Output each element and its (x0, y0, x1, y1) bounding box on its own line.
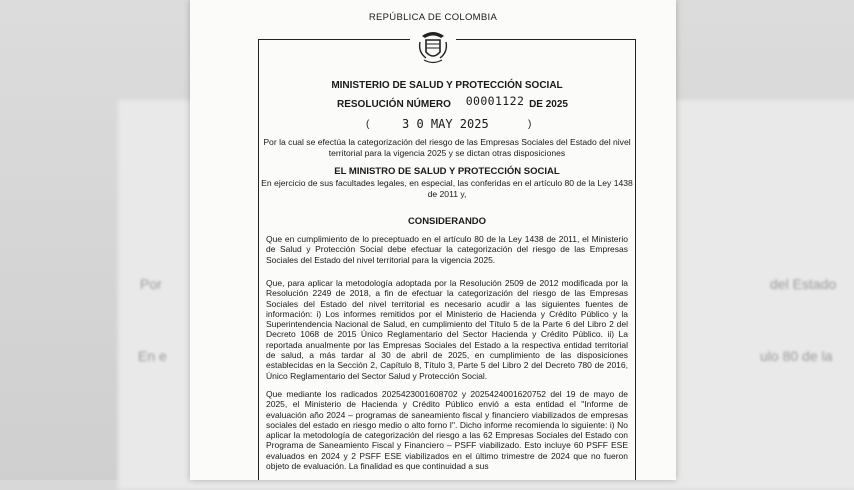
paragraph: Que en cumplimiento de lo preceptuado en el artículo 80 de la Ley 1438 de 2011, el Ministerio de Salud y Protección Social debe efectuar la categorización del riesgo de las Empresas Sociales del Estado del nivel territorial para la vigencia 2025. (266, 234, 628, 265)
document-page: REPÚBLICA DE COLOMBIA MINISTERIO DE SALUD Y PROTECCIÓN SOCIAL RESOLUCIÓN NÚMERO 00001122 DE 2025 ( 3 0 MAY 2025 ) Por la cual se efectúa la categorización del riesgo de las Empresas Sociales del Estado del nivel territorial para la vigencia 2025 y se dictan otras disposiciones EL MINISTRO DE SALUD Y PROTECCIÓN SOCIAL En ejercicio de sus facultades legales, en especial, las conferidas en el artículo 80 de la Ley 1438 de 2011 y, CONSIDERANDO Que en cumplimiento de lo preceptuado en el artículo 80 de la Ley 1438 de 2011, el Ministerio de Salud y Protección Social debe efectuar la categorización del riesgo de las Empresas Sociales del Estado del nivel territorial para la vigencia 2025. Que, para aplicar la metodología adoptada por la Resolución 2509 de 2012 modificada por la Resolución 2249 de 2018, a fin de efectuar la categorización del riesgo de las Empresas Sociales del Estado del nivel territorial es necesario acudir a las siguientes fuentes de información: i) Los informes remitidos por el Ministerio de Hacienda y Crédito Público y la Superintendencia Nacional de Salud, en cumplimiento del Título 5 de la Parte 6 del Libro 2 del Decreto 1068 de 2015 Único Reglamentario del Sector Hacienda y Crédito Público. ii) La reportada anualmente por las Empresas Sociales del Estado a la respectiva entidad territorial de salud, a más tardar al 30 de abril de 2025, en cumplimiento de las disposiciones establecidas en la Sección 2, Capítulo 8, Título 3, Parte 5 del Libro 2 del Decreto 780 de 2016, Único Reglamentario del Sector Salud y Protección Social. Que mediante los radicados 2025423001608702 y 2025424001620752 del 19 de mayo de 2025, el Ministerio de Hacienda y Crédito Público envió a esta entidad el "Informe de evaluación año 2024 – programas de saneamiento fiscal y financiero viabilizados de empresas sociales del estado en riesgo medio o alto forno I". Dicho informe recomienda lo siguiente: i) No aplicar la metodología de categorización del riesgo a las 62 Empresas Sociales del Estado con Programa de Saneamiento Fiscal y Financiero – PSFF viabilizado. Esto incluye 60 PSFF ESE evaluados en 2024 y 2 PSFF ESE viabilizados en el último trimestre de 2024 que no fueron objeto de evaluación. La finalidad es que continuidad a sus (190, 0, 676, 480)
minister-heading: EL MINISTRO DE SALUD Y PROTECCIÓN SOCIAL (334, 166, 560, 177)
resolution-year: DE 2025 (529, 99, 568, 110)
background-text: En e (138, 348, 167, 364)
resolution-line (337, 96, 637, 110)
background-text: ulo 80 de la (760, 348, 833, 364)
considerando-heading: CONSIDERANDO (407, 216, 487, 227)
coat-of-arms-icon (416, 30, 450, 66)
paragraph: Que mediante los radicados 2025423001608702 y 2025424001620752 del 19 de mayo de 2025, el Ministerio de Hacienda y Crédito Público envió a esta entidad el "Informe de evaluación año 2024 – programas de saneamiento fiscal y financiero viabilizados de empresas sociales del estado en riesgo medio o alto forno I". Dicho informe recomienda lo siguiente: i) No aplicar la metodología de categorización del riesgo a las 62 Empresas Sociales del Estado con Programa de Saneamiento Fiscal y Financiero – PSFF viabilizado. Esto incluye 60 PSFF ESE evaluados en 2024 y 2 PSFF ESE viabilizados en el último trimestre de 2024 que no fueron objeto de evaluación. La finalidad es que continuidad a sus (266, 389, 628, 472)
resolution-subtitle: Por la cual se efectúa la categorización del riesgo de las Empresas Sociales del Estado del nivel territorial para la vigencia 2025 y se dictan otras disposiciones (263, 137, 631, 158)
background-text: Por (140, 276, 162, 292)
date-stamp: 3 0 MAY 2025 (402, 117, 489, 131)
resolution-number: 00001122 (465, 94, 525, 108)
country-header: REPÚBLICA DE COLOMBIA (368, 12, 498, 23)
legal-powers: En ejercicio de sus facultades legales, en especial, las conferidas en el artículo 80 de la Ley 1438 de 2011 y, (261, 178, 633, 199)
ministry-heading: MINISTERIO DE SALUD Y PROTECCIÓN SOCIAL (331, 80, 563, 91)
paragraph: Que, para aplicar la metodología adoptada por la Resolución 2509 de 2012 modificada por la Resolución 2249 de 2018, a fin de efectuar la categorización del riesgo de las Empresas Sociales del Estado del nivel territorial es necesario acudir a las siguientes fuentes de información: i) Los informes remitidos por el Ministerio de Hacienda y Crédito Público y la Superintendencia Nacional de Salud, en cumplimiento del Título 5 de la Parte 6 del Libro 2 del Decreto 1068 de 2015 Único Reglamentario del Sector Hacienda y Crédito Público. ii) La reportada anualmente por las Empresas Sociales del Estado a la respectiva entidad territorial de salud, a más tardar al 30 de abril de 2025, en cumplimiento de las disposiciones establecidas en la Sección 2, Capítulo 8, Título 3, Parte 5 del Libro 2 del Decreto 780 de 2016, Único Reglamentario del Sector Salud y Protección Social. (266, 278, 628, 381)
background-text: del Estado (770, 276, 837, 292)
resolution-label: RESOLUCIÓN NÚMERO (337, 99, 451, 110)
